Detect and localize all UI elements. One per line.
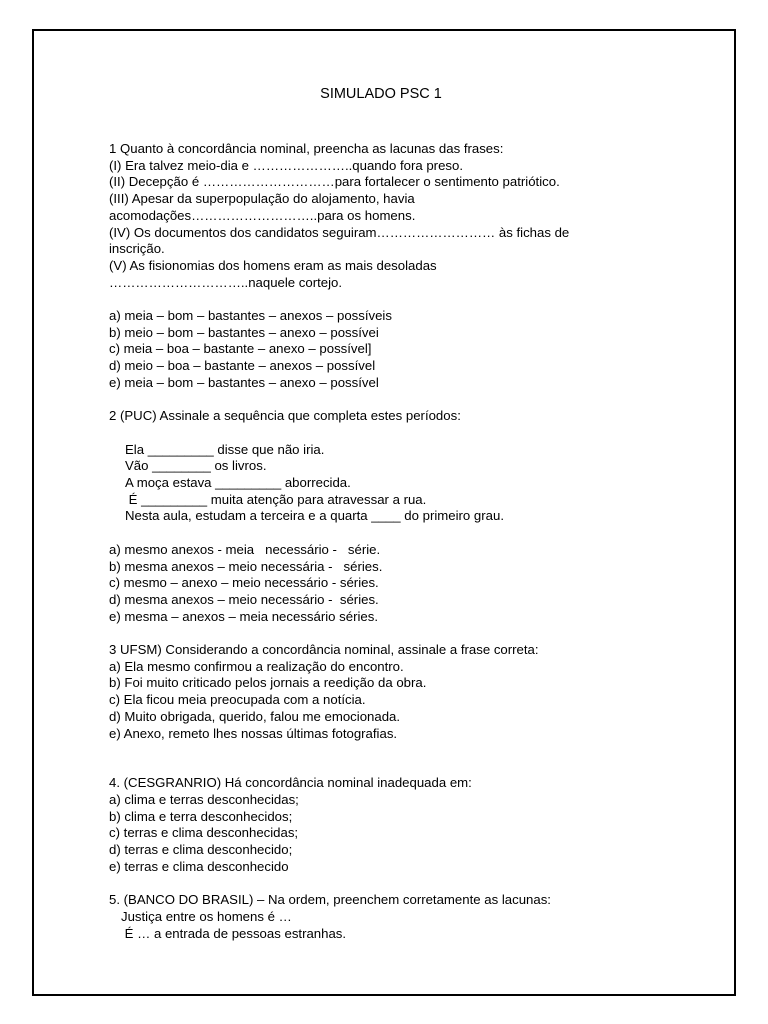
page-title: SIMULADO PSC 1 (320, 86, 442, 102)
question-2-option: e) mesma – anexos – meia necessário séries. (109, 608, 378, 624)
question-2-option: d) mesma anexos – meio necessário - séries. (109, 591, 379, 607)
question-1-option: d) meio – boa – bastante – anexos – possível (109, 358, 376, 374)
question-1-line: (V) As fisionomias dos homens eram as mais desoladas (109, 257, 437, 273)
question-1-line: (IV) Os documentos dos candidatos seguiram……………………… às fichas de (109, 224, 570, 240)
question-1 (109, 141, 629, 392)
question-1-line: acomodações………………………..para os homens. (109, 207, 416, 223)
question-1-line: (I) Era talvez meio-dia e …………………..quando fora preso. (109, 157, 463, 173)
question-5-header: 5. (BANCO DO BRASIL) – Na ordem, preenchem corretamente as lacunas: (109, 892, 551, 908)
question-2-option: a) mesmo anexos - meia necessário - série. (109, 541, 381, 557)
question-2 (109, 408, 629, 625)
question-3 (109, 642, 629, 742)
question-1-option: e) meia – bom – bastantes – anexo – possível (109, 374, 379, 390)
question-3-option: c) Ela ficou meia preocupada com a notícia. (109, 692, 366, 708)
question-1-option: c) meia – boa – bastante – anexo – possível] (109, 341, 372, 357)
question-4-option: c) terras e clima desconhecidas; (109, 825, 299, 841)
question-4-header: 4. (CESGRANRIO) Há concordância nominal inadequada em: (109, 775, 472, 791)
question-2-sentence: É _________ muita atenção para atravessar a rua. (125, 491, 427, 507)
question-4-option: b) clima e terra desconhecidos; (109, 808, 293, 824)
question-5-line: Justiça entre os homens é … (121, 908, 292, 924)
question-1-line: inscrição. (109, 241, 165, 257)
question-3-header: 3 UFSM) Considerando a concordância nominal, assinale a frase correta: (109, 642, 539, 658)
question-3-option: a) Ela mesmo confirmou a realização do encontro. (109, 658, 404, 674)
question-3-option: d) Muito obrigada, querido, falou me emocionada. (109, 708, 401, 724)
question-4-option: d) terras e clima desconhecido; (109, 842, 293, 858)
question-1-option: a) meia – bom – bastantes – anexos – possíveis (109, 308, 392, 324)
question-1-option: b) meio – bom – bastantes – anexo – possívei (109, 324, 379, 340)
question-2-header: 2 (PUC) Assinale a sequência que completa estes períodos: (109, 408, 461, 424)
question-2-sentence: A moça estava _________ aborrecida. (125, 475, 351, 491)
question-5-line: É … a entrada de pessoas estranhas. (121, 925, 347, 941)
question-2-sentence: Nesta aula, estudam a terceira e a quarta ____ do primeiro grau. (125, 508, 504, 524)
question-3-option: b) Foi muito criticado pelos jornais a reedição da obra. (109, 675, 427, 691)
question-2-option: b) mesma anexos – meio necessária - séries. (109, 558, 383, 574)
document-body (109, 85, 629, 942)
question-5 (109, 892, 629, 942)
question-1-line: …………………………..naquele cortejo. (109, 274, 343, 290)
question-2-sentence: Ela _________ disse que não iria. (125, 441, 325, 457)
question-1-line: (III) Apesar da superpopulação do alojamento, havia (109, 191, 415, 207)
question-4 (109, 775, 629, 875)
question-2-sentence: Vão ________ os livros. (125, 458, 267, 474)
question-4-option: a) clima e terras desconhecidas; (109, 791, 299, 807)
question-4-option: e) terras e clima desconhecido (109, 858, 289, 874)
question-3-option: e) Anexo, remeto lhes nossas últimas fotografias. (109, 725, 398, 741)
question-2-option: c) mesmo – anexo – meio necessário - séries. (109, 575, 379, 591)
question-1-line: 1 Quanto à concordância nominal, preencha as lacunas das frases: (109, 141, 504, 156)
question-1-line: (II) Decepção é …………………………para fortalecer o sentimento patriótico. (109, 174, 560, 190)
